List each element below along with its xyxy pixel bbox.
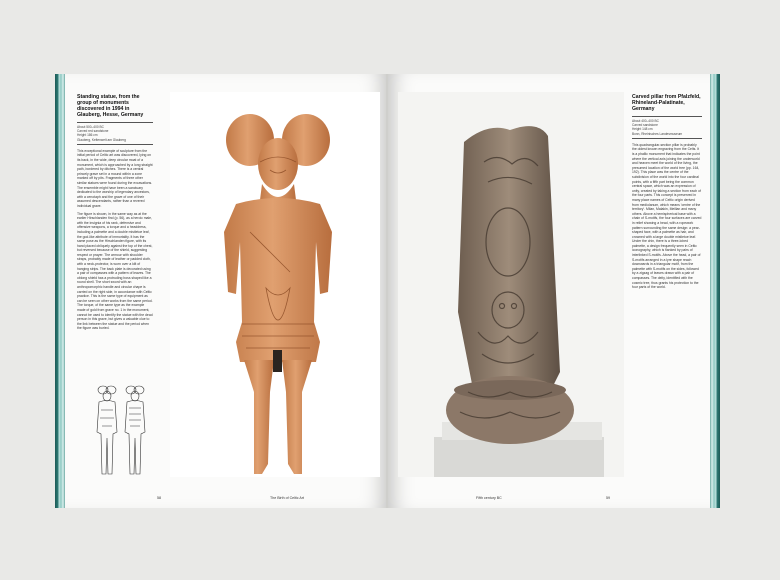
left-caption-title: Standing statue, from the group of monuments discovered in 1994 in Glauberg, Hesse, Germany <box>77 94 144 118</box>
left-footer-page-number: 58 <box>157 496 161 500</box>
right-meta-material: Carved sandstone <box>632 123 658 128</box>
right-paragraph: This quadrangular-section pillar is probably the oldest known engraving from the Celts. It is a phallic monument that indicates the point where the vertical axis joining the underworld and heaven meet the world of the living, the presumed location of the world tree (pp. 164, 192). This place was the centre of the subdivision of the world into the four cardinal points, with a fifth part being the common central space, which was an expression of unity, created by taking a section from each of the four parts. This concept is preserved in many place names of Celtic origin derived from mediolanum, which means 'centre of the territory'. Milan, Malakin, Meillan and many others. Above a hemispherical base with a chain of S-motifs, the four surfaces are carved in relief showing a head, with a ropework pattern surrounding the same design: a pear-shaped face, with a palmette as hair, and crowned with a large double mistletoe leaf. Under the chin, there is a three-lobed palmette, a design frequently seen in Celtic iconography, which is flanked by pairs of interlinked S-motifs. Above the head, a pair of S-motifs arranged in a lyre shape reach downwards in a triangular motif, from the palmette with S-motifs on the sides, followed by a zigzag of leaves drawn with a pair of compasses. The deity, identified with the cosmic tree, thus grants his protection to the four parts of the world. <box>632 142 702 290</box>
right-caption-meta <box>632 116 702 139</box>
left-page <box>65 74 387 508</box>
right-meta-height: Height 148 cm <box>632 127 653 132</box>
left-text-column <box>77 94 153 334</box>
left-meta-date: About 500–400 BC <box>77 125 104 129</box>
right-footer-period: Fifth century BC <box>476 496 502 500</box>
left-paragraph: The figure is shown, in the same way as at the earlier Hirschlanden find (p. 56), as a heroic male, with the insignia of his rank, defensive and offensive weapons, a torque and a headdress, including a palmette and a double mistletoe leaf, the god-like attribute of immortality. It has the same pose as the Hirschlanden figure, with its hand placed obliquely against the top of the chest, but reversed because of the shield, suggesting respect or prayer. The armour with shoulder straps, probably made of leather or padded cloth, with a neck-protector, is worn over a kilt of hanging strips. The back plate is decorated using a pair of compasses with a pattern of leaves. The oblong shield has a protruding boss shaped like a round shell. The short sword with an anthropomorphic handle and circular chape is carried on the right side, in accordance with Celtic practice. This is the same type of equipment as can be seen on other works from the same period. The torque, of the same type as the example made of gold from grave no. 1 in the monument, cannot be used to identify the statue with the dead person in this grave, but gives a valuable clue to the link between the statue and the period when the figure was buried. <box>77 211 153 331</box>
open-book <box>55 74 720 508</box>
left-body-text <box>77 149 153 331</box>
glauberg-statue-line-drawing <box>89 382 153 480</box>
left-footer-title: The Birth of Celtic Art <box>270 496 304 500</box>
left-caption-meta <box>77 122 153 145</box>
right-page <box>388 74 710 508</box>
right-body-text <box>632 143 702 290</box>
left-meta-height: Height 186 cm <box>77 133 98 138</box>
glauberg-statue-photo <box>170 92 380 477</box>
left-meta-material: Carved red sandstone <box>77 129 109 134</box>
left-paragraph: This exceptional example of sculpture from the initial period of Celtic art was discovered, lying on its back, in the wide, deep circular moat of a monument, which is approached by a long straight path, bordered by ditches. There is a central princely grave set in a mound within a zone marked off by pits. Fragments of three other similar statues were found during the excavations. The ensemble might have been a sanctuary dedicated to the worship of legendary ancestors, with a cenotaph and the grave of one of their assumed descendants, rather than a revered individual grave. <box>77 148 153 208</box>
left-meta-location: Glauberg, Keltenwelt am Glauberg <box>77 137 126 142</box>
right-footer-page-number: 59 <box>606 496 610 500</box>
pfalzfeld-pillar-photo <box>398 92 624 477</box>
right-caption-title: Carved pillar from Pfalzfeld, Rhineland-Palatinate, Germany <box>632 94 701 112</box>
right-meta-location: Bonn, Rheinisches Landesmuseum <box>632 131 683 136</box>
right-text-column <box>632 94 702 293</box>
right-meta-date: About 400–400 BC <box>632 119 659 123</box>
